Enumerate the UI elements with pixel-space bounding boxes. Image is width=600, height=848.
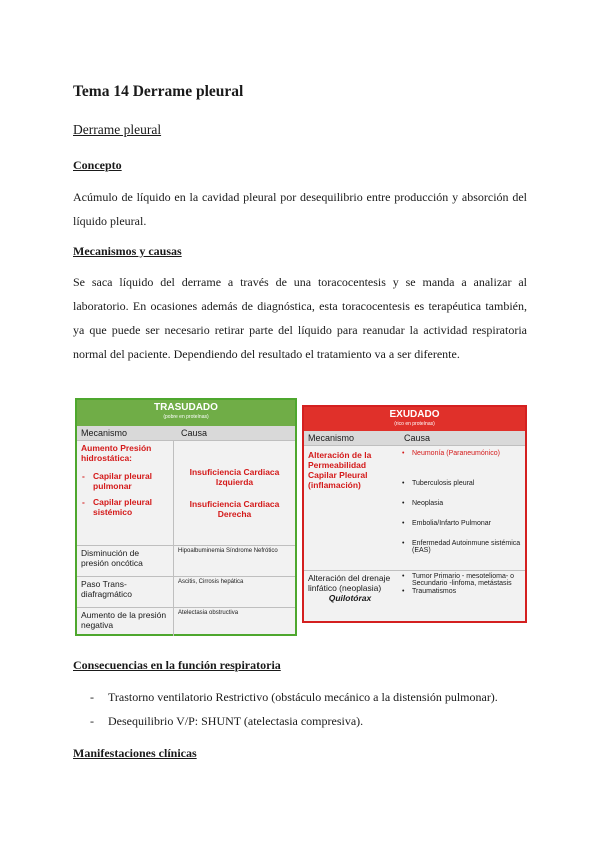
consecuencias-heading: Consecuencias en la función respiratoria [73,658,281,672]
trasudado-col-headers: Mecanismo Causa [77,426,295,441]
manifestaciones-heading: Manifestaciones clínicas [73,746,197,760]
exudado-header: EXUDADO (rico en proteínas) [304,407,525,431]
trasudado-row: Disminución de presión oncótica Hipoalbuminemia Síndrome Nefrótico [77,546,295,577]
exudado-table [302,405,527,623]
mecanismos-heading: Mecanismos y causas [73,244,182,258]
section-title: Derrame pleural [73,122,162,137]
trasudado-table [75,398,297,636]
trasudado-row: Aumento de la presión negativa Atelectasia obstructiva [77,608,295,636]
list-item: - Desequilibrio V/P: SHUNT (atelectasia compresiva). [90,709,498,733]
concepto-heading: Concepto [73,158,122,172]
concepto-text: Acúmulo de líquido en la cavidad pleural por desequilibrio entre producción y absorción del líquido pleural. [73,190,527,228]
trasudado-row: Aumento Presión hidrostática: - Capilar pleural pulmonar - Capilar pleural sistémico Insuficiencia Cardiaca Izquierda Insuficiencia Cardiaca Derecha [77,441,295,546]
consecuencias-list [90,685,498,733]
exudado-col-headers: Mecanismo Causa [304,431,525,446]
exudado-row: Alteración de la Permeabilidad Capilar Pleural (inflamación) • Neumonía (Paraneumónico) • Tuberculosis pleural • Neoplasia • Embolia/Infarto Pulmonar • Enfermedad Autoinmune sistémica (EAS) [304,446,525,571]
trasudado-row: Paso Trans-diafragmático Ascitis, Cirrosis hepática [77,577,295,608]
page-title: Tema 14 Derrame pleural [73,83,244,100]
exudado-row: Alteración del drenaje linfático (neoplasia) Quilotórax • Tumor Primario - mesotelioma- o Secundario -linfoma, metástasis • Traumatismos [304,571,525,619]
trasudado-header: TRASUDADO (pobre en proteínas) [77,400,295,426]
list-item: - Trastorno ventilatorio Restrictivo (obstáculo mecánico a la distensión pulmonar). [90,685,498,709]
mecanismos-text: Se saca líquido del derrame a través de una toracocentesis y se manda a analizar al laboratorio. En ocasiones además de diagnóstica, esta toracocentesis es terapéutica también, ya que puede ser necesario retirar parte del líquido para reanudar la actividad respiratoria normal del paciente. Dependiendo del resultado el tratamiento va a ser diferente. [73,275,527,361]
